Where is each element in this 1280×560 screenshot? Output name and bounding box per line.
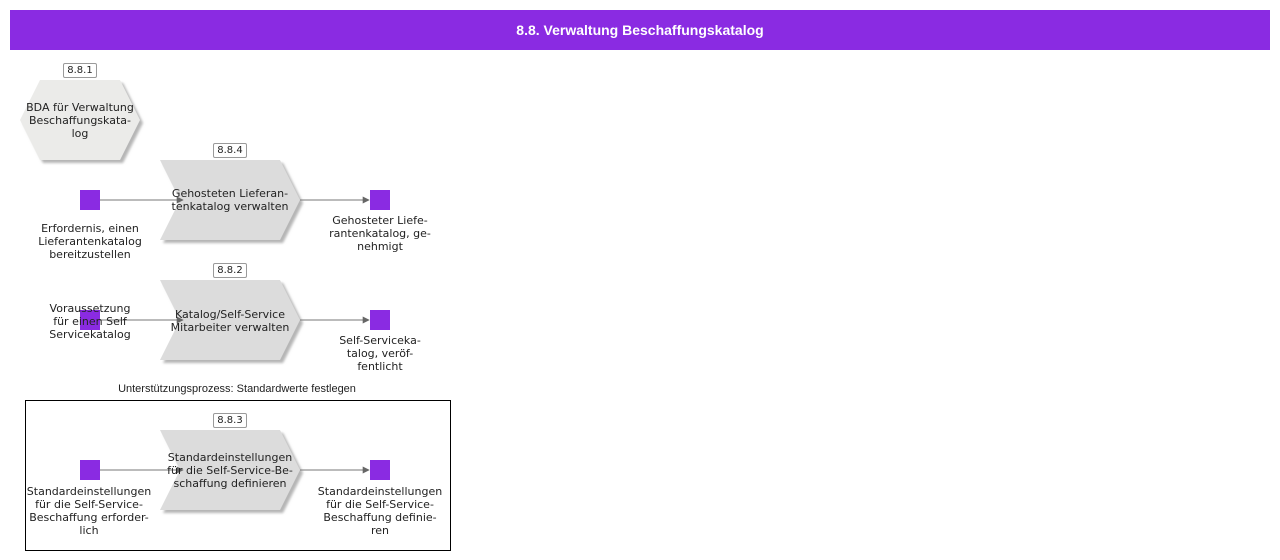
output-event-label: Self-Serviceka- talog, veröf- fentlicht: [339, 334, 421, 373]
bda-label: BDA für Verwaltung Beschaffungskata- log: [26, 101, 134, 140]
input-event-8-8-4[interactable]: [80, 190, 100, 210]
output-event-8-8-2[interactable]: [370, 310, 390, 330]
process-id-tag: 8.8.4: [213, 143, 247, 158]
page-title: 8.8. Verwaltung Beschaffungskatalog: [10, 10, 1270, 50]
bda-id-tag: 8.8.1: [63, 63, 97, 78]
process-label: Katalog/Self-Service Mitarbeiter verwalten: [170, 308, 290, 334]
input-event-label: Erfordernis, einen Lieferantenkatalog bereitzustellen: [38, 222, 142, 261]
output-event-label: Gehosteter Liefe- rantenkatalog, ge- nehmigt: [329, 214, 431, 253]
input-event-label: Voraussetzung für einen Self Servicekatalog: [49, 302, 131, 341]
output-event-label: Standardeinstellungen für die Self-Service- Beschaffung definie- ren: [317, 485, 443, 537]
output-event-8-8-4[interactable]: [370, 190, 390, 210]
process-label: Standardeinstellungen für die Self-Service-Be- schaffung definieren: [167, 451, 293, 490]
process-id-tag: 8.8.2: [213, 263, 247, 278]
support-process-title: Unterstützungsprozess: Standardwerte festlegen: [118, 383, 356, 395]
input-event-label: Standardeinstellungen für die Self-Service- Beschaffung erforder- lich: [26, 485, 152, 537]
process-id-tag: 8.8.3: [213, 413, 247, 428]
process-label: Gehosteten Lieferan- tenkatalog verwalten: [171, 187, 289, 213]
